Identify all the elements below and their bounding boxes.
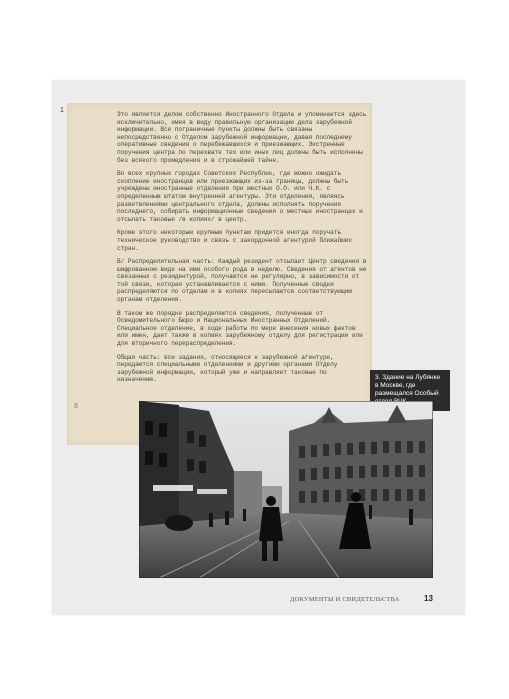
footer-section-label: ДОКУМЕНТЫ И СВИДЕТЕЛЬСТВА <box>290 596 400 603</box>
figure-number-3: 3 <box>437 401 441 407</box>
doc-paragraph-1: Это является делом собственно Иностранного Отдела и упоминается здесь исключительно, имея в виду правильную организацию дела зарубежной информации. Все пограничные пункты должны быть связаны непосредственно с Отделом зарубежной информации, давая последнему оперативные сведения о перебежавшихся и приезжающих. Экстренные поручения центра по перехвате тех или иных лиц должны быть исполнены без всякого промедления и в строжайшей тайне. <box>117 111 367 164</box>
document-text <box>117 111 367 390</box>
doc-paragraph-4: В/ Распределительная часть: Каждый резидент отсылает Центр сведения в шифрованном виде на имя особого рода в неделю. Сведения от агентов не связанных с резидентурой, получаются не регулярно, в зависимости от той связи, которая устанавливается с ними. Полученные сводки распределяются по отделам и в копиях пересылаются соответствующим органам отделения. <box>117 258 367 304</box>
typewritten-document <box>67 103 372 445</box>
photo-caption: 3. Здание на Лубянке в Москве, где размещался Особый <box>370 370 450 411</box>
street-photo-illustration <box>139 401 433 578</box>
doc-paragraph-5: В таком же порядке распределяются сведения, полученные от Осведомительного Бюро и Национальных Иностранных Отделений. Специальное отделение, в ходе работы по мере внесения новых фактов или имен, дает также в копиях зарубежному отделу для регистрации или для вторичного перераспределения. <box>117 309 363 348</box>
doc-paragraph-6: Общая часть: все задания, относящиеся к зарубежной агентуре, передаются специальными отделениями и другими органами Отделу зарубежной информации, который уже и направляет таковые по назначению. <box>117 353 338 384</box>
doc-paragraph-3: Кроме этого некоторым крупным пунктам придется иногда поручать техническое руководство и связь с закордонной агентурой ближайших стран. <box>117 229 352 252</box>
lubyanka-street-photo <box>139 401 433 578</box>
figure-number-1: 1 <box>60 107 64 114</box>
page-number: 13 <box>424 594 433 603</box>
doc-paragraph-2: Во всех крупных городах Советских Республик, где можно ожидать скопление иностранцев или приезжающих из-за границы, должны быть учреждены иностранные отделения при местных О.О. или Ч.К. с определенным штатом внутренней агентуры. Эти отделения, являясь разветвлениями центрального отдела, должны исполнять поручения последнего, собирать информационные сведения о местных иностранцах и отсылать таковые /в копиях/ в центр. <box>117 170 363 223</box>
document-mark: 8 <box>74 403 79 411</box>
